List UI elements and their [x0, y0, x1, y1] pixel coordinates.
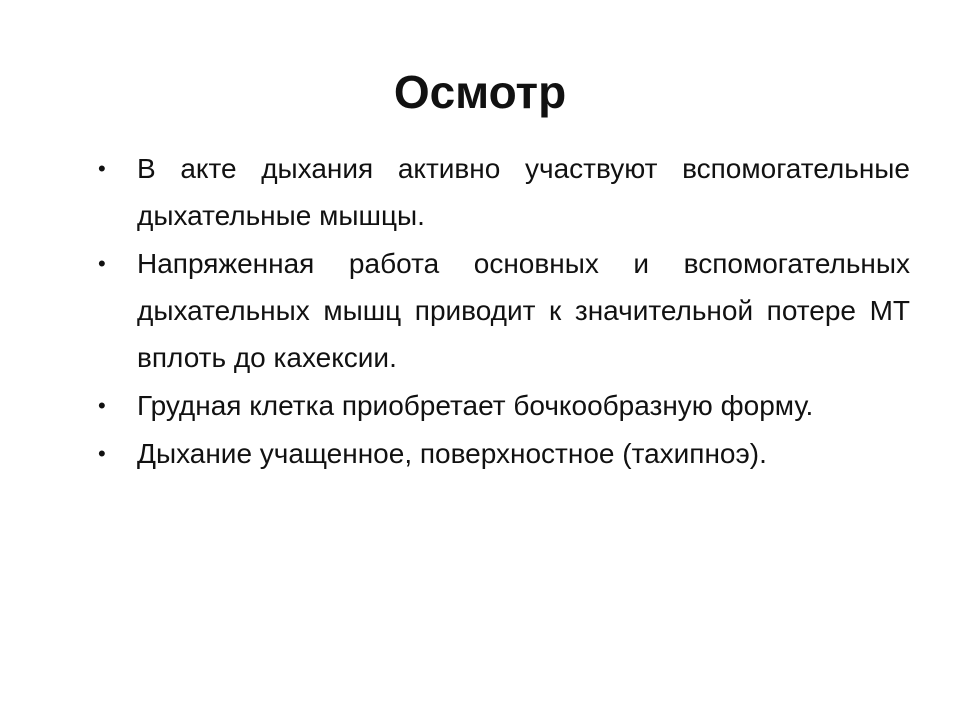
- bullet-list: [94, 145, 910, 478]
- bullet-item-1: [94, 145, 910, 239]
- bullet-text: Грудная клетка приобретает бочкообразную форму.: [137, 390, 814, 421]
- bullet-text: В акте дыхания активно участвуют вспомогательные дыхательные мышцы.: [137, 153, 910, 231]
- bullet-item-4: [94, 430, 910, 477]
- bullet-icon: •: [98, 156, 106, 181]
- bullet-text: Дыхание учащенное, поверхностное (тахипноэ).: [137, 438, 767, 469]
- bullet-item-3: [94, 382, 910, 429]
- bullet-icon: •: [98, 251, 106, 276]
- bullet-icon: •: [98, 441, 106, 466]
- bullet-item-2: [94, 240, 910, 381]
- slide-title: Осмотр: [393, 66, 567, 118]
- bullet-icon: •: [98, 393, 106, 418]
- bullet-text: Напряженная работа основных и вспомогательных дыхательных мышц приводит к значительной потере МТ вплоть до кахексии.: [137, 248, 910, 373]
